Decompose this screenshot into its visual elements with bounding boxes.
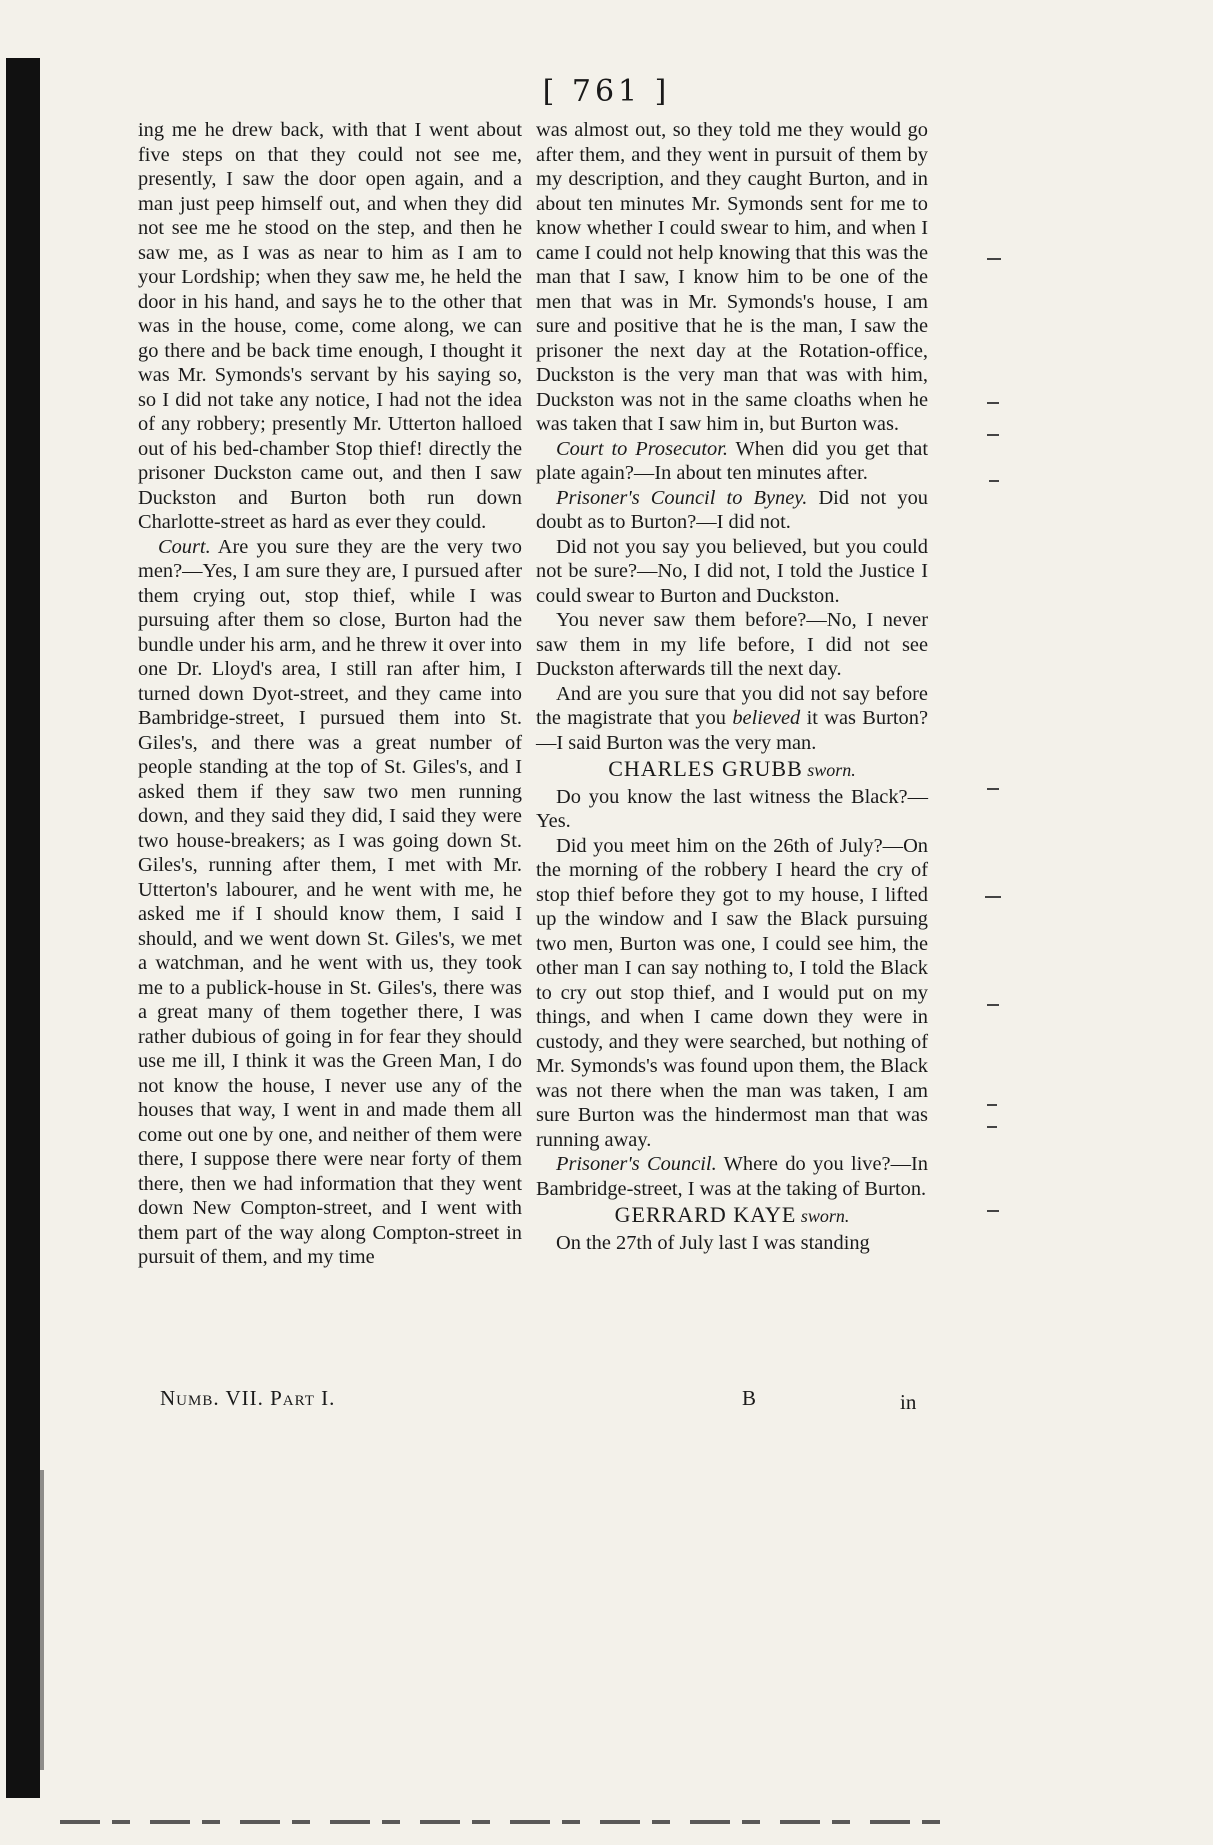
paragraph-text: ing me he drew back, with that I went about five steps on that they could not see me, presently, I saw the door open again, and a man just peep himself out, and when they did not see me he stood on the step, and then he saw me, as I was as near to him as I am to your Lordship; when they saw me, he held the door in his hand, and says he to the other that was in the house, come, come along, we can go there and be back time enough, I thought it was Mr. Symonds's servant by his saying so, so I did not take any notice, I had not the idea of any robbery; presently Mr. Utterton halloed out of his bed-chamber Stop thief! directly the prisoner Duckston came out, and then I saw Duckston and Burton both run down Charlotte-street as hard as ever they could. [138,119,522,533]
paragraph [138,535,522,1270]
edge-marks [975,0,1015,1845]
speaker-label: Prisoner's Council. [556,1153,717,1175]
paragraph-text: it was Burton?—I said Burton was the very man. [536,707,928,754]
paragraph [536,535,928,609]
witness-name: GERRARD KAYE [614,1202,797,1227]
paragraph [536,1231,928,1256]
paragraph-text: Do you know the last witness the Black?—Yes. [536,785,928,832]
paragraph [536,785,928,834]
paragraph [138,118,522,535]
paragraph [536,1152,928,1201]
paragraph-text: On the 27th of July last I was standing [556,1231,870,1254]
sworn-label: sworn. [802,760,856,780]
paragraph-text: You never saw them before?—No, I never saw them in my life before, I did not see Duckston afterwards till the next day. [536,609,928,680]
speaker-label: Court. [158,535,211,558]
paragraph [536,608,928,682]
paragraph [536,486,928,535]
paragraph [536,834,928,1153]
paragraph-text: Did you meet him on the 26th of July?—On the morning of the robbery I heard the cry of stop thief before they got to my house, I lifted up the window and I saw the Black pursuing two men, Burton was one, I could see him, the other man I can say nothing to, I told the Black to cry out stop thief, and I would put on my things, and when I came down they were in custody, and they were searched, but nothing of Mr. Symonds's was found upon them, the Black was not there when the man was taken, I am sure Burton was the hindermost man that was running away. [536,834,928,1151]
speaker-label: Court to Prosecutor. [556,437,728,460]
witness-name: CHARLES GRUBB [608,756,803,781]
sworn-label: sworn. [796,1206,850,1226]
footer-number-part: Numb. VII. Part I. [160,1386,336,1410]
binding-shadow [6,58,40,1798]
speaker-label: Prisoner's Council to Byney. [556,486,808,509]
witness-heading [536,1203,928,1229]
right-column [536,118,928,1255]
page-number: [ 761 ] [542,74,671,109]
catchword: in [900,1390,917,1414]
paragraph [536,682,928,756]
paragraph [536,118,928,437]
paragraph-text: And are you sure that you did not say before the magistrate that you [536,682,928,729]
paragraph [536,437,928,486]
paragraph-text: was almost out, so they told me they would go after them, and they went in pursuit of them by my description, and they caught Burton, and in about ten minutes Mr. Symonds sent for me to know whether I could swear to him, and when I came I could not help knowing that this was the man that I saw, I know him to be one of the men that was in Mr. Symonds's house, I am sure and positive that he is the man, I saw the prisoner the next day at the Rotation-office, Duckston is the very man that was with him, Duckston was not in the same cloaths when he was taken that I saw him in, but Burton was. [536,119,928,435]
witness-heading [536,757,928,783]
paragraph-text: Did not you say you believed, but you could not be sure?—No, I did not, I told the Justice I could swear to Burton and Duckston. [536,535,928,607]
gutter-mark [40,1470,44,1770]
paragraph-text: Did not you doubt as to Burton?—I did not. [536,486,928,533]
paragraph-text: When did you get that plate again?—In about ten minutes after. [536,437,929,484]
paragraph-text: Where do you live?—In Bambridge-street, I was at the taking of Burton. [536,1153,928,1200]
emphasis-text: believed [732,707,801,729]
left-column [138,118,522,1270]
signature-mark: B [742,1386,757,1410]
bottom-edge-marks [60,1820,960,1824]
paragraph-text: Are you sure they are the very two men?—Yes, I am sure they are, I pursued after them crying out, stop thief, while I was pursuing after them so close, Burton had the bundle under his arm, and he threw it over into one Dr. Lloyd's area, I still ran after him, I turned down Dyot-street, and they came into Bambridge-street, I pursued them into St. Giles's, and there was a great number of people standing at the top of St. Giles's, and I asked them if they saw two men running down, and they said they did, I said they were two house-breakers; as I was going down St. Giles's, running after them, I met with Mr. Utterton's labourer, and he went with me, he asked me if I should know them, I said I should, and we went down St. Giles's, we met a watchman, and he went with us, they took me to a publick-house in St. Giles's, there was a great many of them together there, I was rather dubious of going in for fear they should use me ill, I think it was the Green Man, I do not know the house, I never use any of the houses that way, I went in and made them all come out one by one, and neither of them were there, I suppose there were near forty of them there, then we had information that they went down New Compton-street, and I went with them part of the way along Compton-street in pursuit of them, and my time [138,535,522,1268]
